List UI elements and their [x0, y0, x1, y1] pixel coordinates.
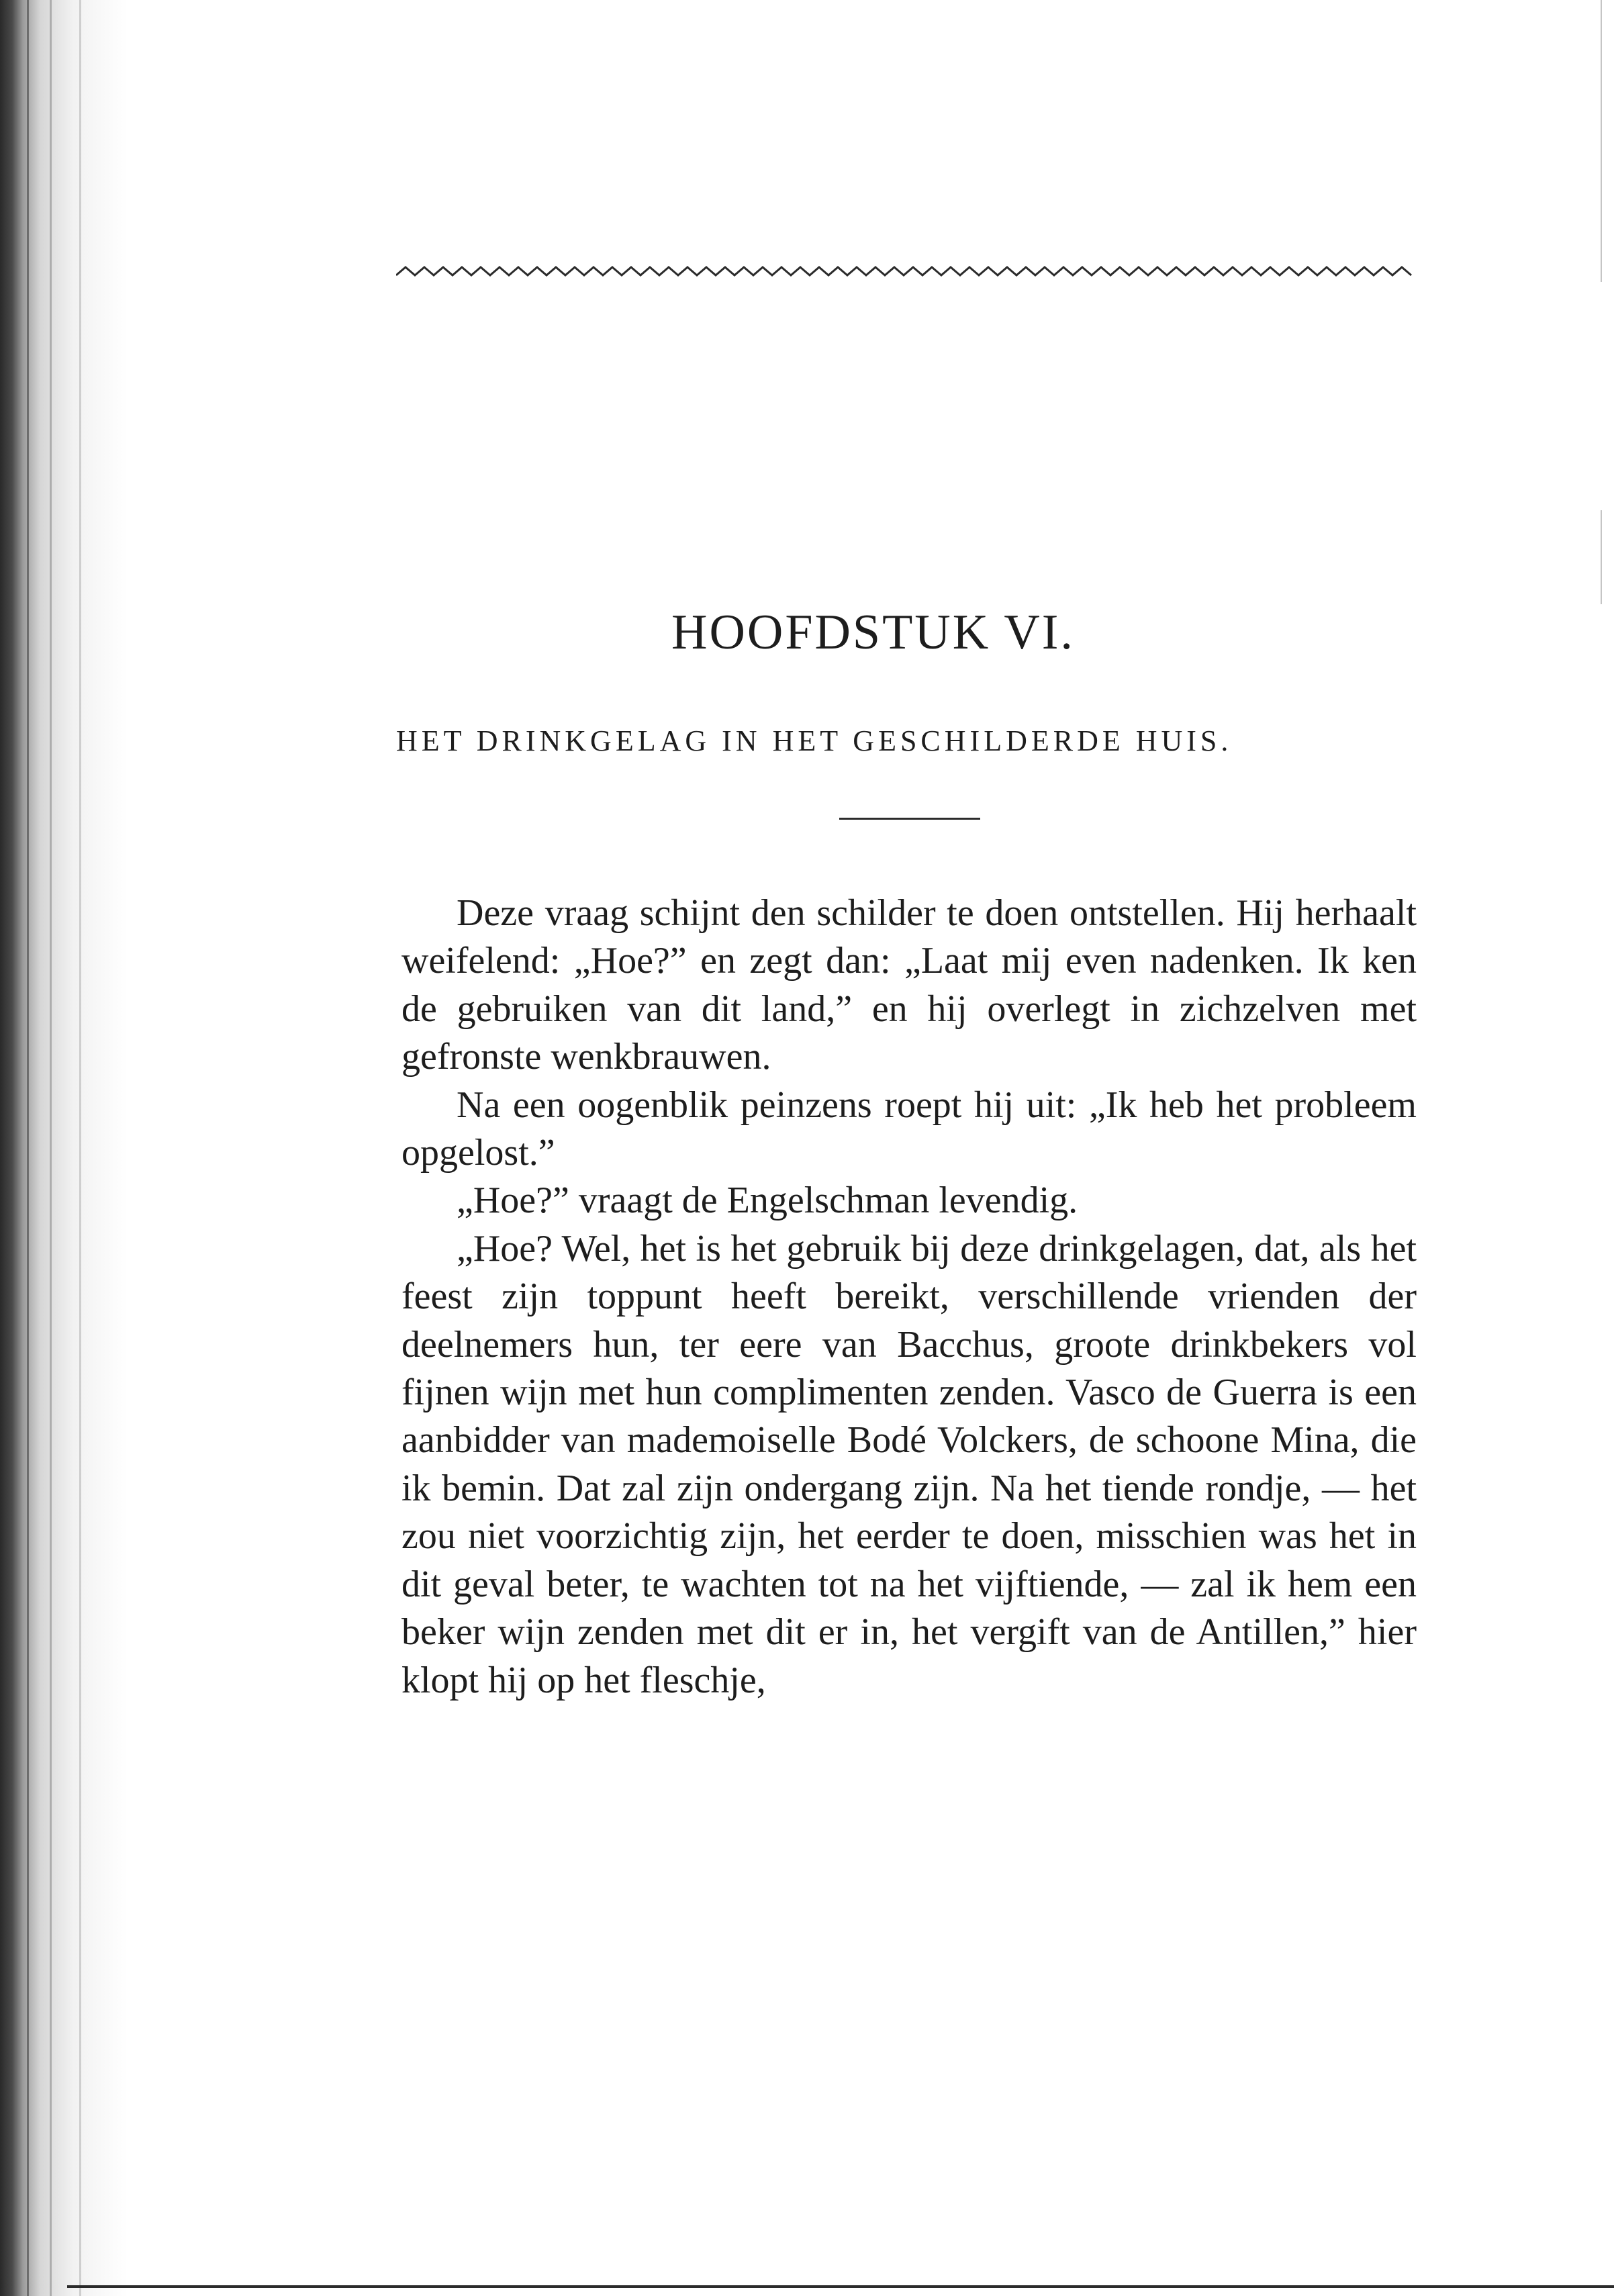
paragraph: Na een oogenblik peinzens roept hij uit: „Ik heb het probleem opgelost.” — [401, 1084, 1417, 1174]
paragraph: Deze vraag schijnt den schilder te doen ontstellen. Hij herhaalt weifelend: „Hoe?” en zegt dan: „Laat mij even nadenken. Ik ken de gebruiken van dit land,” en hij overlegt in zichzelven met gefronste wenkbrauwen. — [401, 892, 1417, 1078]
scan-edge-mark — [1601, 510, 1602, 604]
paragraph: „Hoe? Wel, het is het gebruik bij deze drinkgelagen, dat, als het feest zijn toppunt heeft bereikt, verschillende vrienden der deelnemers hun, ter eere van Bacchus, groote drinkbekers vol fijnen wijn met hun complimenten zenden. Vasco de Guerra is een aanbidder van mademoiselle Bodé Volckers, de schoone Mina, die ik bemin. Dat zal zijn ondergang zijn. Na het tiende rondje, — het zou niet voorzichtig zijn, het eerder te doen, misschien was het in dit geval beter, te wachten tot na het vijftiende, — zal ik hem een beker wijn zenden met dit er in, het vergift van de Antillen,” hier klopt hij op het fleschje, — [401, 1227, 1417, 1701]
binding-line — [79, 0, 81, 2296]
body-text — [401, 890, 1417, 1705]
page-bottom-edge — [67, 2285, 1614, 2288]
scan-edge-mark — [1601, 0, 1602, 282]
paragraph: „Hoe?” vraagt de Engelschman levendig. — [457, 1180, 1078, 1222]
wavy-ornament-rule — [396, 263, 1417, 279]
chapter-subtitle: HET DRINKGELAG IN HET GESCHILDERDE HUIS. — [396, 724, 1233, 757]
page-binding-edge — [0, 0, 128, 2296]
binding-line — [27, 0, 29, 2296]
binding-line — [50, 0, 52, 2296]
section-divider — [839, 818, 980, 820]
chapter-title: HOOFDSTUK VI. — [671, 605, 1075, 660]
